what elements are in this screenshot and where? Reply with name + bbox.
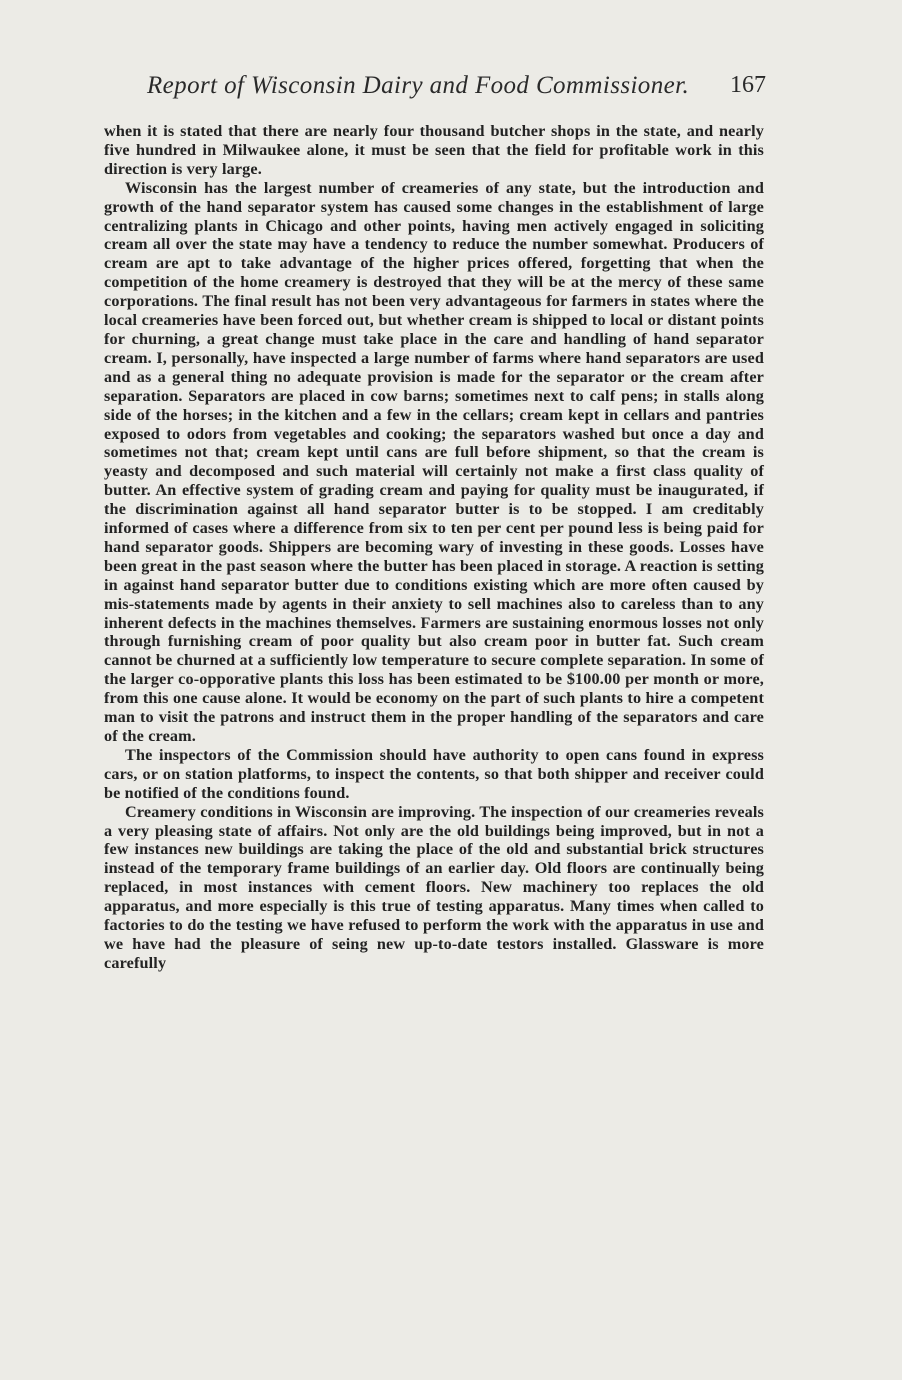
running-header [100,72,770,108]
paragraph-3: The inspectors of the Commission should have authority to open cans found in express cars, or on station platforms, to inspect the contents, so that both shipper and receiver could be notified of the conditions found. [104,745,764,802]
paragraph-4: Creamery conditions in Wisconsin are improving. The inspection of our creameries reveals a very pleasing state of affairs. Not only are the old buildings being improved, but in not a few instances new buildings are taking the place of the old and substantial brick structures instead of the temporary frame buildings of an earlier day. Old floors are continually being replaced, in most instances with cement floors. New machinery too replaces the old apparatus, and more especially is this true of testing apparatus. Many times when called to factories to do the testing we have refused to perform the work with the apparatus in use and we have had the pleasure of seing new up-to-date testors installed. Glassware is more carefully [104,802,764,972]
page-number: 167 [730,72,766,98]
paragraph-2: Wisconsin has the largest number of creameries of any state, but the introduction and growth of the hand separator system has caused some changes in the establishment of large centralizing plants in Chicago and other points, having men actively engaged in soliciting cream all over the state may have a tendency to reduce the number somewhat. Producers of cream are apt to take advantage of the higher prices offered, forgetting that when the competition of the home creamery is destroyed that they will be at the mercy of these same corporations. The final result has not been very advantageous for farmers in states where the local creameries have been forced out, but whether cream is shipped to local or distant points for churning, a great change must take place in the care and handling of hand separator cream. I, personally, have inspected a large number of farms where hand separators are used and as a general thing no adequate provision is made for the separator or the cream after separation. Separators are placed in cow barns; sometimes next to calf pens; in stalls along side of the horses; in the kitchen and a few in the cellars; cream kept in cellars and pantries exposed to odors from vegetables and cooking; the separators washed but once a day and sometimes not that; cream kept until cans are full before shipment, so that the cream is yeasty and decomposed and such material will certainly not make a first class quality of butter. An effective system of grading cream and paying for quality must be inaugurated, if the discrimination against all hand separator butter is to be stopped. I am creditably informed of cases where a difference from six to ten per cent per pound less is being paid for hand separator goods. Shippers are becoming wary of investing in these goods. Losses have been great in the past season where the butter has been placed in storage. A reaction is setting in against hand separator butter due to conditions existing which are more often caused by mis-statements made by agents in their anxiety to sell machines also to careless than to any inherent defects in the machines themselves. Farmers are sustaining enormous losses not only through furnishing cream of poor quality but also cream poor in butter fat. Such cream cannot be churned at a sufficiently low temperature to secure complete separation. In some of the larger co-opporative plants this loss has been estimated to be $100.00 per month or more, from this one cause alone. It would be economy on the part of such plants to hire a competent man to visit the patrons and instruct them in the proper handling of the separators and care of the cream. [104,178,764,745]
header-title: Report of Wisconsin Dairy and Food Commissioner. [147,72,690,99]
paragraph-1: when it is stated that there are nearly four thousand butcher shops in the state, and nearly five hundred in Milwaukee alone, it must be seen that the field for profitable work in this direction is very large. [104,122,764,178]
body-text [104,122,764,973]
